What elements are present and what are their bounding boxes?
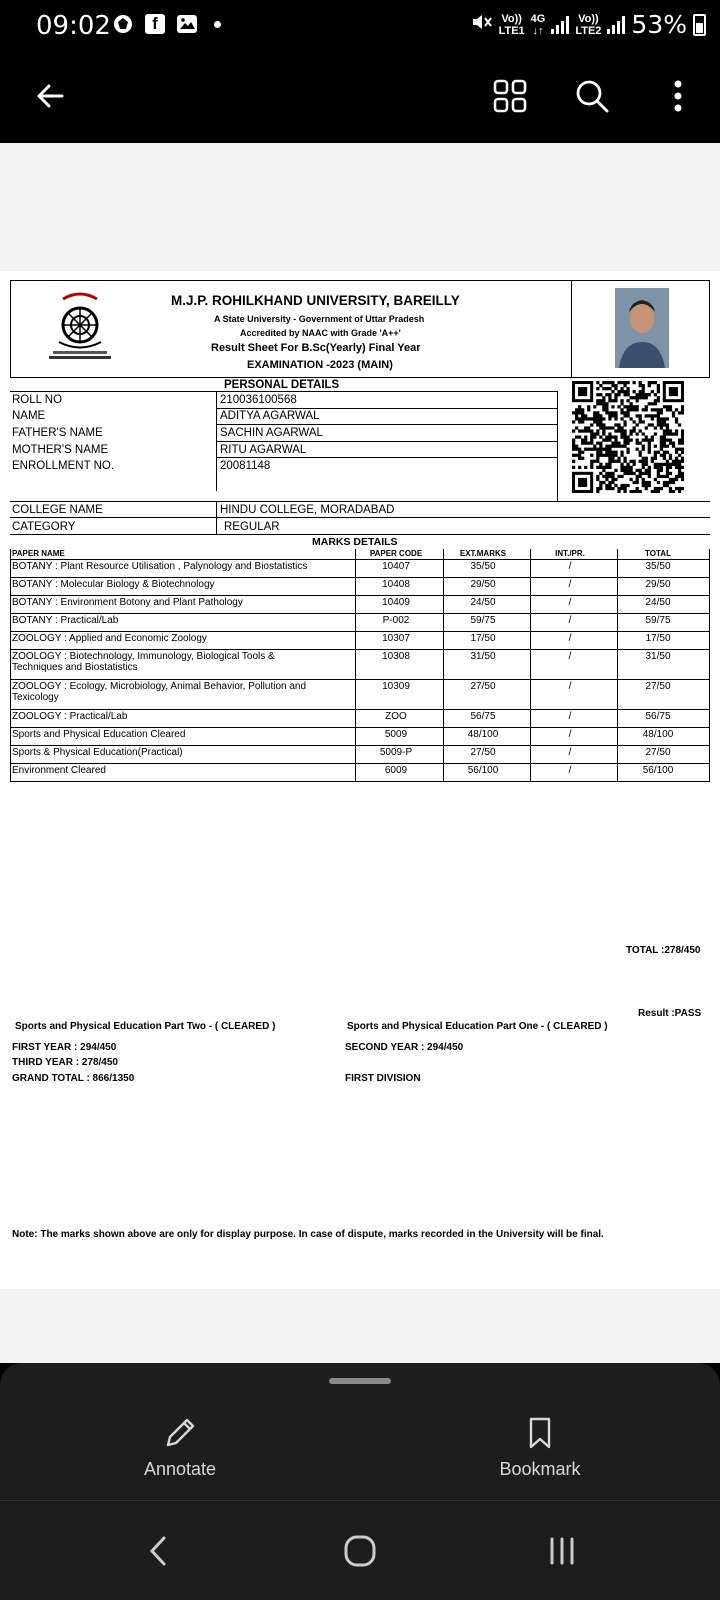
sports-part-one: Sports and Physical Education Part One - ( CLEARED ) <box>347 1021 608 1032</box>
total-marks: TOTAL :278/450 <box>626 945 701 956</box>
column-header: INT./PR. <box>555 549 585 558</box>
int-marks: / <box>568 579 572 590</box>
battery-percent: 53% <box>631 10 687 39</box>
ext-marks: 29/50 <box>470 579 496 590</box>
bottom-sheet <box>0 1363 720 1500</box>
marks-details-header: MARKS DETAILS <box>312 536 398 548</box>
total-marks-cell: 27/50 <box>645 747 671 758</box>
column-header: PAPER CODE <box>369 549 423 558</box>
ext-marks: 56/100 <box>467 765 499 776</box>
paper-code: 10409 <box>382 597 410 608</box>
personal-row: MOTHER'S NAME RITU AGARWAL <box>12 444 307 456</box>
network-type: 4G ↓↑ <box>530 12 546 37</box>
total-marks-cell: 59/75 <box>645 615 671 626</box>
facebook-icon: f <box>144 13 166 35</box>
signal-1-icon <box>551 16 569 34</box>
search-icon <box>575 79 609 113</box>
grid-view-button[interactable] <box>488 74 532 118</box>
paper-code: 10308 <box>382 651 410 662</box>
int-marks: / <box>568 711 572 722</box>
paper-code: ZOO <box>385 711 407 722</box>
annotate-button[interactable]: Annotate <box>90 1415 270 1485</box>
status-time: 09:02 <box>36 11 111 41</box>
result-header <box>10 280 710 378</box>
total-marks-cell: 56/75 <box>645 711 671 722</box>
paper-name: Environment Cleared <box>12 765 106 776</box>
camera-shutter-icon <box>112 13 134 35</box>
accreditation: Accredited by NAAC with Grade 'A++' <box>240 328 401 338</box>
total-marks-cell: 48/100 <box>642 729 674 740</box>
ext-marks: 27/50 <box>470 681 496 692</box>
system-status <box>471 10 706 39</box>
ext-marks: 48/100 <box>467 729 499 740</box>
search-button[interactable] <box>570 74 614 118</box>
ext-marks: 31/50 <box>470 651 496 662</box>
nav-recents-icon <box>547 1536 577 1566</box>
paper-name: Sports & Physical Education(Practical) <box>12 747 183 758</box>
ext-marks: 24/50 <box>470 597 496 608</box>
first-year-marks: FIRST YEAR : 294/450 <box>12 1042 117 1053</box>
paper-name: ZOOLOGY : Applied and Economic Zoology <box>12 633 207 644</box>
paper-code: 10309 <box>382 681 410 692</box>
document-viewer[interactable] <box>0 143 720 1363</box>
third-year-marks: THIRD YEAR : 278/450 <box>12 1057 118 1068</box>
int-marks: / <box>568 729 572 740</box>
result-status: Result :PASS <box>638 1008 702 1019</box>
paper-code: 10408 <box>382 579 410 590</box>
int-marks: / <box>568 597 572 608</box>
int-marks: / <box>568 615 572 626</box>
second-year-marks: SECOND YEAR : 294/450 <box>345 1042 464 1053</box>
paper-code: P-002 <box>382 615 410 626</box>
total-marks-cell: 27/50 <box>645 681 671 692</box>
paper-code: 6009 <box>384 765 408 776</box>
more-options-button[interactable] <box>656 74 700 118</box>
column-header: PAPER NAME <box>12 549 65 558</box>
back-arrow-icon <box>35 81 65 111</box>
int-marks: / <box>568 747 572 758</box>
total-marks-cell: 24/50 <box>645 597 671 608</box>
sports-part-two: Sports and Physical Education Part Two - ( CLEARED ) <box>15 1021 276 1032</box>
battery-icon <box>693 14 706 36</box>
ext-marks: 27/50 <box>470 747 496 758</box>
paper-code: 10307 <box>382 633 410 644</box>
total-marks-cell: 35/50 <box>645 561 671 572</box>
nav-home-icon <box>343 1534 377 1568</box>
ext-marks: 59/75 <box>470 615 496 626</box>
paper-code: 5009 <box>384 729 408 740</box>
bookmark-button[interactable]: Bookmark <box>450 1415 630 1485</box>
photo-box <box>571 281 711 377</box>
notification-icons <box>112 13 221 35</box>
paper-name-continued: Texicology <box>12 692 59 703</box>
result-sheet-page <box>0 271 720 1289</box>
marks-table <box>10 549 710 776</box>
total-marks-cell: 31/50 <box>645 651 671 662</box>
result-sheet-title: Result Sheet For B.Sc(Yearly) Final Year <box>211 342 421 354</box>
paper-name: BOTANY : Practical/Lab <box>12 615 119 626</box>
nav-home-button[interactable] <box>330 1529 390 1573</box>
personal-row: ENROLLMENT NO. 20081148 <box>12 460 271 472</box>
pencil-icon <box>162 1415 198 1451</box>
back-button[interactable] <box>28 74 72 118</box>
paper-name-continued: Techniques and Biostatistics <box>12 662 138 673</box>
more-vert-icon <box>673 79 683 113</box>
university-logo <box>45 287 115 361</box>
mute-icon <box>471 12 493 37</box>
college-row: COLLEGE NAME HINDU COLLEGE, MORADABAD <box>12 504 395 516</box>
int-marks: / <box>568 765 572 776</box>
sheet-handle[interactable] <box>329 1378 391 1384</box>
university-subtitle: A State University - Government of Uttar Pradesh <box>214 314 425 324</box>
student-photo <box>615 288 669 368</box>
category-row: CATEGORY REGULAR <box>12 521 280 533</box>
university-name: M.J.P. ROHILKHAND UNIVERSITY, BAREILLY <box>171 293 460 308</box>
qr-code <box>572 381 684 493</box>
grid-icon <box>493 79 527 113</box>
column-header: TOTAL <box>645 549 671 558</box>
paper-name: BOTANY : Environment Botony and Plant Pathology <box>12 597 243 608</box>
status-bar <box>0 0 720 52</box>
int-marks: / <box>568 681 572 692</box>
signal-2-icon <box>607 16 625 34</box>
bookmark-icon <box>522 1415 558 1451</box>
app-bar <box>0 52 720 143</box>
paper-code: 10407 <box>382 561 410 572</box>
personal-row: NAME ADITYA AGARWAL <box>12 410 320 422</box>
paper-name: ZOOLOGY : Practical/Lab <box>12 711 128 722</box>
total-marks-cell: 56/100 <box>642 765 674 776</box>
ext-marks: 35/50 <box>470 561 496 572</box>
total-marks-cell: 29/50 <box>645 579 671 590</box>
paper-name: ZOOLOGY : Ecology, Microbiology, Animal Behavior, Pollution and <box>12 681 307 692</box>
ext-marks: 17/50 <box>470 633 496 644</box>
ext-marks: 56/75 <box>470 711 496 722</box>
navigation-bar <box>0 1500 720 1600</box>
int-marks: / <box>568 651 572 662</box>
paper-name: Sports and Physical Education Cleared <box>12 729 186 740</box>
nav-back-button[interactable] <box>128 1529 188 1573</box>
nav-recents-button[interactable] <box>532 1529 592 1573</box>
paper-name: ZOOLOGY : Biotechnology, Immunology, Biological Tools & <box>12 651 275 662</box>
personal-details-header: PERSONAL DETAILS <box>224 379 340 391</box>
paper-name: BOTANY : Molecular Biology & Biotechnology <box>12 579 215 590</box>
paper-name: BOTANY : Plant Resource Utilisation , Palynology and Biostatistics <box>12 561 308 572</box>
personal-row: ROLL NO 210036100568 <box>12 394 297 406</box>
disclaimer-note: Note: The marks shown above are only for display purpose. In case of dispute, marks recorded in the University will be final. <box>12 1229 604 1240</box>
total-marks-cell: 17/50 <box>645 633 671 644</box>
nav-back-icon <box>147 1535 169 1567</box>
more-notifications-dot-icon <box>214 21 221 28</box>
examination-title: EXAMINATION -2023 (MAIN) <box>247 359 393 371</box>
sim1-label: Vo)) LTE1 <box>498 12 525 37</box>
grand-total: GRAND TOTAL : 866/1350 <box>12 1073 135 1084</box>
int-marks: / <box>568 561 572 572</box>
division: FIRST DIVISION <box>345 1073 421 1084</box>
int-marks: / <box>568 633 572 644</box>
gallery-icon <box>176 13 198 35</box>
personal-row: FATHER'S NAME SACHIN AGARWAL <box>12 427 323 439</box>
paper-code: 5009-P <box>379 747 413 758</box>
sim2-label: Vo)) LTE2 <box>575 12 602 37</box>
column-header: EXT.MARKS <box>459 549 507 558</box>
